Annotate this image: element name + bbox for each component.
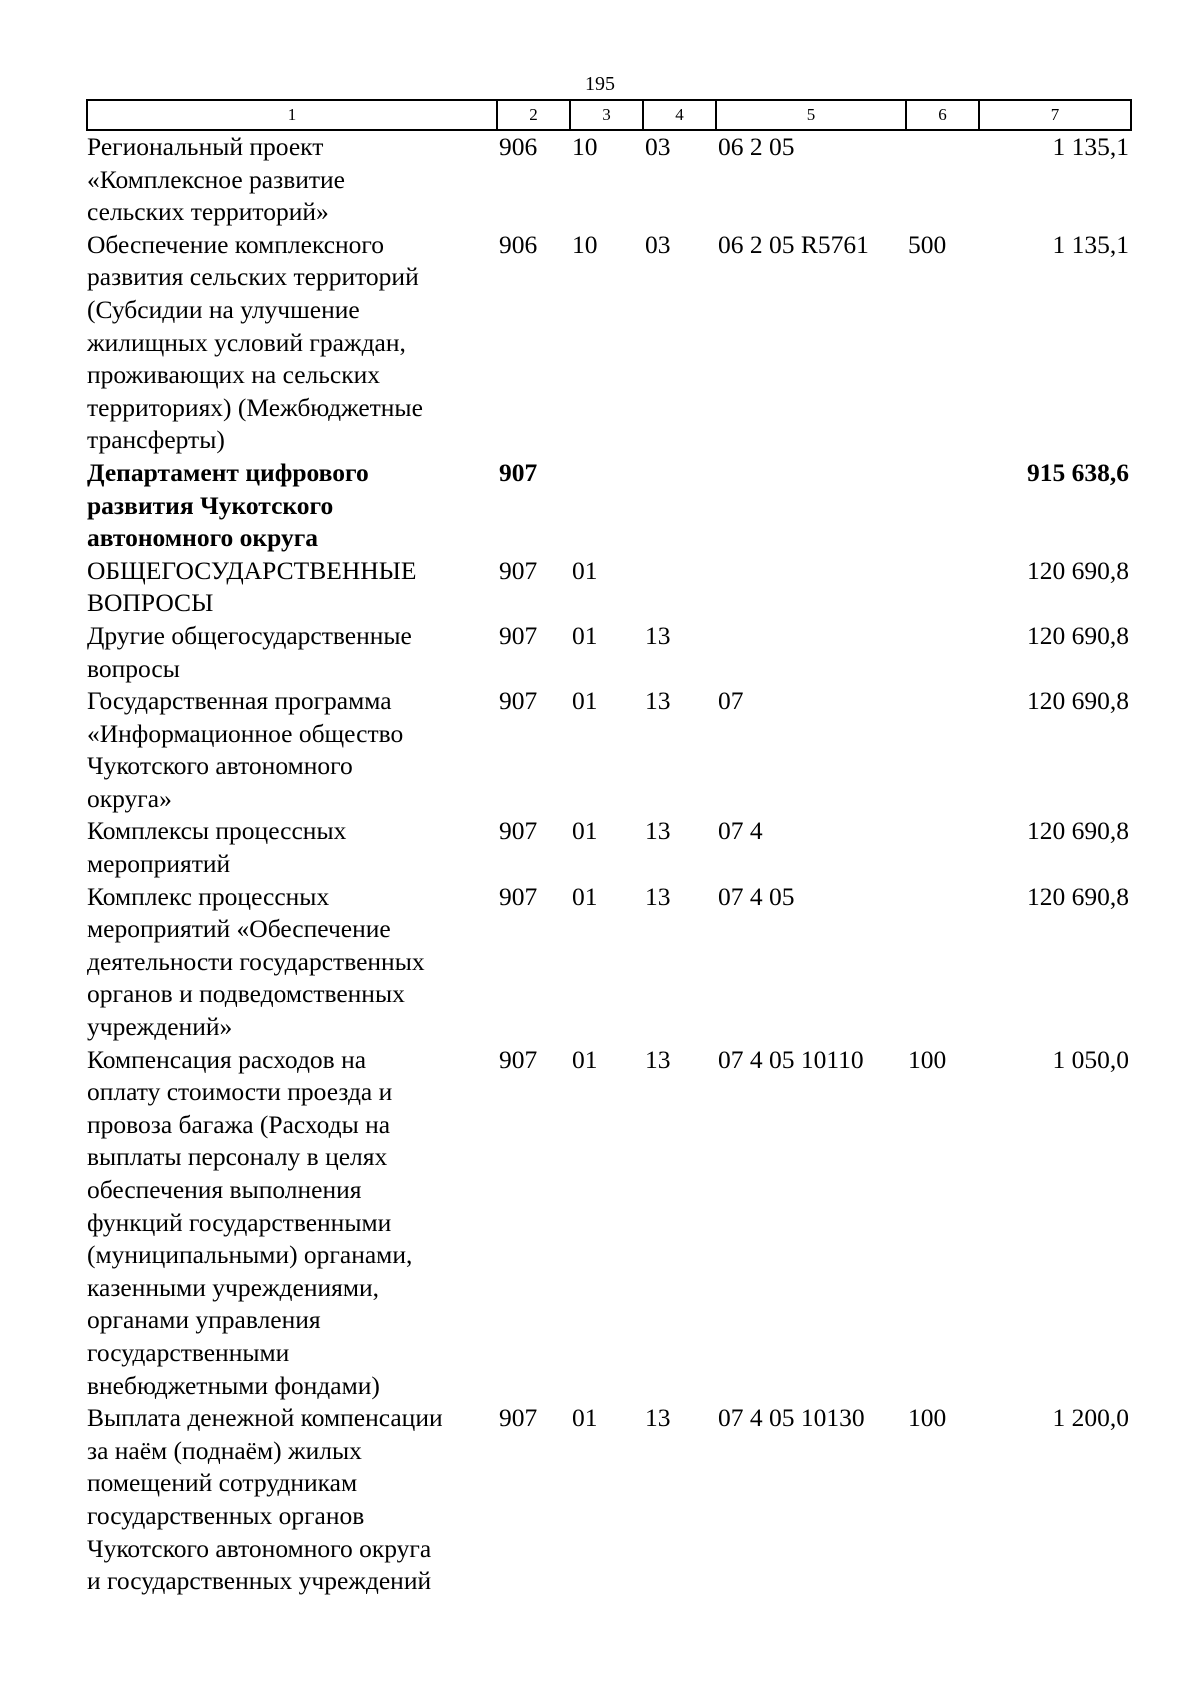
cell-target-article: 06 2 05 R5761 bbox=[718, 229, 869, 259]
cell-ministry-code: 906 bbox=[499, 229, 538, 259]
cell-section-code: 01 bbox=[572, 686, 598, 716]
column-header-5: 5 bbox=[716, 100, 906, 130]
table-row bbox=[87, 815, 1131, 880]
cell-target-article bbox=[716, 457, 906, 555]
cell-subsection-code: 13 bbox=[645, 816, 671, 846]
table-row bbox=[87, 881, 1131, 1044]
cell-ministry-code: 907 bbox=[499, 555, 538, 585]
table-row bbox=[87, 457, 1131, 555]
cell-name: Государственная программа «Информационное общество Чукотского автономного округа» bbox=[87, 686, 404, 813]
cell-subsection-code: 13 bbox=[645, 686, 671, 716]
cell-expense-type: 500 bbox=[908, 229, 947, 259]
cell-target-article: 07 bbox=[718, 686, 744, 716]
table-row bbox=[87, 555, 1131, 620]
cell-target-article: 07 4 05 10130 bbox=[718, 1403, 865, 1433]
table-body bbox=[87, 130, 1131, 1598]
table-row bbox=[87, 1402, 1131, 1598]
table-header-row bbox=[87, 100, 1131, 130]
cell-target-article bbox=[716, 555, 906, 620]
cell-expense-type bbox=[906, 130, 979, 229]
cell-name: ОБЩЕГОСУДАРСТВЕННЫЕ ВОПРОСЫ bbox=[87, 555, 417, 618]
cell-expense-type bbox=[906, 555, 979, 620]
budget-table bbox=[86, 99, 1132, 1598]
cell-name: Комплекс процессных мероприятий «Обеспечение деятельности государственных органов и подведомственных учреждений» bbox=[87, 881, 425, 1042]
cell-subsection-code: 13 bbox=[645, 881, 671, 911]
cell-expense-type: 100 bbox=[908, 1044, 947, 1074]
cell-amount: 1 135,1 bbox=[1052, 229, 1129, 259]
cell-amount: 120 690,8 bbox=[1027, 620, 1129, 650]
column-header-7: 7 bbox=[979, 100, 1131, 130]
cell-expense-type: 100 bbox=[908, 1403, 947, 1433]
cell-name: Выплата денежной компенсации за наём (поднаём) жилых помещений сотрудникам государственных органов Чукотского автономного округа и государственных учреждений bbox=[87, 1403, 443, 1596]
cell-amount: 1 200,0 bbox=[1052, 1403, 1129, 1433]
cell-expense-type bbox=[906, 685, 979, 815]
cell-amount: 1 050,0 bbox=[1052, 1044, 1129, 1074]
cell-name: Региональный проект «Комплексное развитие сельских территорий» bbox=[87, 132, 345, 227]
cell-ministry-code: 907 bbox=[499, 1403, 538, 1433]
cell-ministry-code: 906 bbox=[499, 132, 538, 161]
cell-expense-type bbox=[906, 620, 979, 685]
table-row bbox=[87, 229, 1131, 457]
cell-amount: 120 690,8 bbox=[1027, 555, 1129, 585]
cell-section-code: 10 bbox=[572, 229, 598, 259]
cell-name: Обеспечение комплексного развития сельских территорий (Субсидии на улучшение жилищных условий граждан, проживающих на сельских территориях) (Межбюджетные трансферты) bbox=[87, 229, 423, 455]
cell-ministry-code: 907 bbox=[499, 620, 538, 650]
cell-section-code: 01 bbox=[572, 816, 598, 846]
cell-section-code: 01 bbox=[572, 1044, 598, 1074]
column-header-4: 4 bbox=[643, 100, 716, 130]
cell-subsection-code: 13 bbox=[645, 1403, 671, 1433]
cell-target-article: 07 4 05 10110 bbox=[718, 1044, 864, 1074]
column-header-2: 2 bbox=[497, 100, 570, 130]
cell-section-code: 01 bbox=[572, 620, 598, 650]
cell-target-article: 07 4 05 bbox=[718, 881, 795, 911]
cell-name: Департамент цифрового развития Чукотского автономного округа bbox=[87, 457, 369, 553]
cell-subsection-code: 03 bbox=[645, 229, 671, 259]
cell-subsection-code: 13 bbox=[645, 1044, 671, 1074]
cell-expense-type bbox=[906, 881, 979, 1044]
table-row bbox=[87, 620, 1131, 685]
cell-section-code: 10 bbox=[572, 132, 598, 161]
cell-amount: 120 690,8 bbox=[1027, 881, 1129, 911]
cell-amount: 915 638,6 bbox=[1027, 457, 1129, 487]
cell-section-code bbox=[570, 457, 643, 555]
cell-expense-type bbox=[906, 457, 979, 555]
column-header-1: 1 bbox=[87, 100, 497, 130]
cell-amount: 120 690,8 bbox=[1027, 816, 1129, 846]
column-header-6: 6 bbox=[906, 100, 979, 130]
cell-ministry-code: 907 bbox=[499, 686, 538, 716]
cell-name: Другие общегосударственные вопросы bbox=[87, 620, 412, 683]
cell-subsection-code bbox=[643, 457, 716, 555]
cell-amount: 120 690,8 bbox=[1027, 686, 1129, 716]
cell-section-code: 01 bbox=[572, 881, 598, 911]
cell-subsection-code: 03 bbox=[645, 132, 671, 161]
cell-expense-type bbox=[906, 815, 979, 880]
cell-subsection-code bbox=[643, 555, 716, 620]
table-row bbox=[87, 685, 1131, 815]
cell-target-article: 07 4 bbox=[718, 816, 763, 846]
cell-ministry-code: 907 bbox=[499, 881, 538, 911]
cell-ministry-code: 907 bbox=[499, 1044, 538, 1074]
cell-ministry-code: 907 bbox=[499, 816, 538, 846]
column-header-3: 3 bbox=[570, 100, 643, 130]
cell-target-article bbox=[716, 620, 906, 685]
table-row bbox=[87, 1044, 1131, 1403]
table-row bbox=[87, 130, 1131, 229]
cell-section-code: 01 bbox=[572, 1403, 598, 1433]
page-number: 195 bbox=[585, 73, 615, 95]
cell-target-article: 06 2 05 bbox=[718, 132, 795, 161]
cell-name: Комплексы процессных мероприятий bbox=[87, 816, 347, 879]
cell-section-code: 01 bbox=[572, 555, 598, 585]
cell-name: Компенсация расходов на оплату стоимости проезда и провоза багажа (Расходы на выплаты персоналу в целях обеспечения выполнения функций государственными (муниципальными) органами, казенными учреждениями, органами управления государственными внебюджетными фондами) bbox=[87, 1044, 413, 1400]
cell-ministry-code: 907 bbox=[499, 457, 538, 487]
cell-amount: 1 135,1 bbox=[1052, 132, 1129, 161]
cell-subsection-code: 13 bbox=[645, 620, 671, 650]
